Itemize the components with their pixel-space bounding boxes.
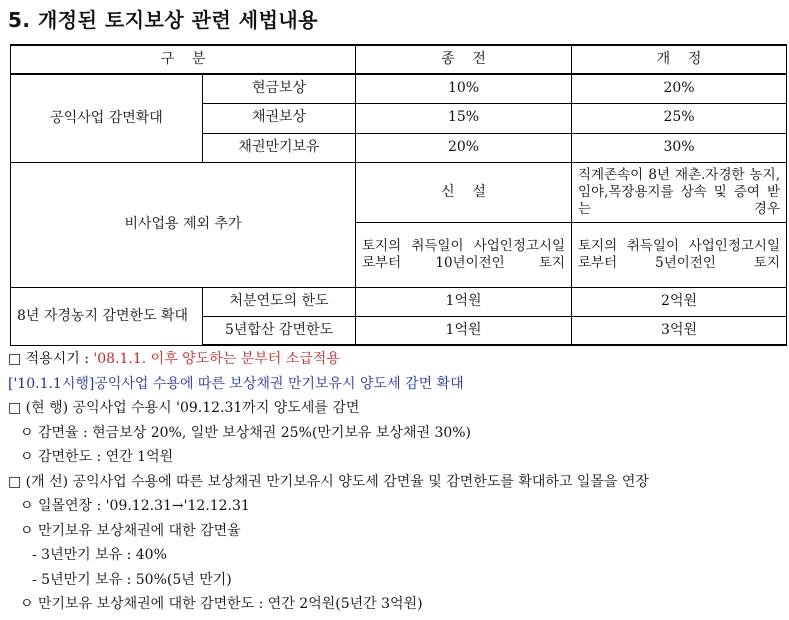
row-before: 1억원: [356, 288, 572, 317]
row-item: 현금보상: [203, 74, 356, 104]
section1-label: 공익사업 감면확대: [11, 74, 203, 163]
section3-label: 8년 자경농지 감면한도 확대: [11, 288, 203, 345]
section2-new-desc: 직계존속이 8년 재촌.자경한 농지,임야,목장용지를 상속 및 증여 받는 경우: [572, 163, 787, 222]
header-category: 구 분: [11, 45, 356, 74]
row-before: 20%: [356, 133, 572, 163]
current-item: ㅇ 감면한도 : 연간 1억원: [20, 449, 174, 465]
blue-heading: ['10.1.1시행]공익사업 수용에 따른 보상채권 만기보유시 양도세 감면 확대: [8, 375, 464, 392]
tax-comparison-table: [10, 44, 787, 346]
row-after: 20%: [572, 74, 787, 104]
current-heading: □ (현 행) 공익사업 수용시 '09.12.31까지 양도세를 감면: [8, 400, 360, 416]
section2-new-label: 신 설: [356, 163, 572, 222]
page-title: 5. 개정된 토지보상 관련 세법내용: [8, 8, 319, 32]
improve-subitem: - 5년만기 보유 : 50%(5년 만기): [32, 571, 232, 588]
improve-item: ㅇ 만기보유 보상채권에 대한 감면율: [20, 522, 241, 539]
row-after: 2억원: [572, 288, 787, 317]
section2-after-desc: 토지의 취득일이 사업인정고시일로부터 5년이전인 토지: [572, 222, 787, 288]
apply-text: '08.1.1. 이후 양도하는 분부터 소급적용: [93, 351, 340, 367]
section2-before-desc: 토지의 취득일이 사업인정고시일로부터 10년이전인 토지: [356, 222, 572, 288]
notes-section: [8, 347, 784, 617]
row-before: 15%: [356, 103, 572, 133]
header-before: 종 전: [356, 45, 572, 74]
section2-label: 비사업용 제외 추가: [11, 163, 356, 288]
row-before: 10%: [356, 74, 572, 104]
apply-prefix: □ 적용시기 :: [8, 351, 94, 367]
row-item: 5년합산 감면한도: [203, 316, 356, 345]
row-after: 25%: [572, 103, 787, 133]
table-row: [11, 163, 787, 222]
table-row: [11, 74, 787, 104]
header-after: 개 정: [572, 45, 787, 74]
row-after: 30%: [572, 133, 787, 163]
improve-heading: □ (개 선) 공익사업 수용에 따른 보상채권 만기보유시 양도세 감면율 및 감면한도를 확대하고 일몰을 연장: [8, 473, 649, 490]
improve-item: ㅇ 만기보유 보상채권에 대한 감면한도 : 연간 2억원(5년간 3억원): [20, 596, 423, 612]
improve-item: ㅇ 일몰연장 : '09.12.31→'12.12.31: [20, 498, 250, 514]
row-item: 채권만기보유: [203, 133, 356, 163]
current-item: ㅇ 감면율 : 현금보상 20%, 일반 보상채권 25%(만기보유 보상채권 30%): [20, 424, 472, 441]
row-before: 1억원: [356, 316, 572, 345]
improve-subitem: - 3년만기 보유 : 40%: [32, 547, 167, 563]
row-item: 채권보상: [203, 103, 356, 133]
row-after: 3억원: [572, 316, 787, 345]
table-row: [11, 288, 787, 317]
apply-line: [8, 347, 784, 372]
row-item: 처분연도의 한도: [203, 288, 356, 317]
